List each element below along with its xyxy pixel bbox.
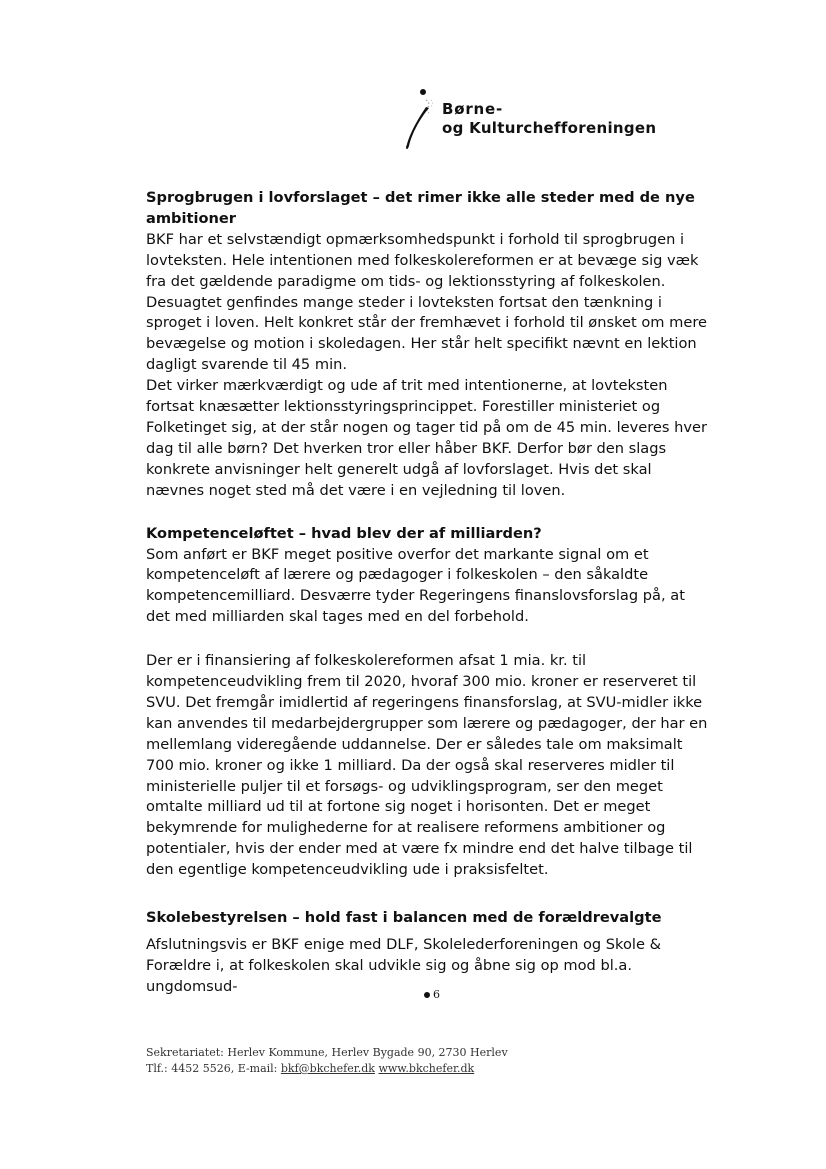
footer-phone: Tlf.: 4452 5526, E-mail: xyxy=(146,1062,281,1075)
logo-mark-icon xyxy=(398,86,438,158)
email-link[interactable]: bkf@bkchefer.dk xyxy=(280,1062,375,1075)
logo-text xyxy=(442,100,656,138)
footer-contact xyxy=(146,1061,508,1077)
bullet-icon xyxy=(424,992,430,998)
section-heading-competence: Kompetenceløftet – hvad blev der af milliarden? xyxy=(146,524,542,542)
website-link[interactable]: www.bkchefer.dk xyxy=(378,1062,475,1075)
section-heading-language: Sprogbrugen i lovforslaget – det rimer ikke alle steder med de nye ambitioner xyxy=(146,189,695,227)
paragraph: Afslutningsvis er BKF enige med DLF, Skolelederforeningen og Skole & Forældre i, at folkeskolen skal udvikle sig og åbne sig op mod bl.a. ungdomsud- xyxy=(146,936,661,995)
organization-logo xyxy=(398,86,658,158)
document-body xyxy=(146,188,712,998)
paragraph: Der er i finansiering af folkeskolereformen afsat 1 mia. kr. til kompetenceudvikling frem til 2020, hvoraf 300 mio. kroner er reserveret til SVU. Det fremgår imidlertid af regeringens finansforslag, at SVU-midler ikke kan anvendes til medarbejdergrupper som lærere og pædagoger, der har en mellemlang videregående uddannelse. Der er således tale om maksimalt 700 mio. kroner og ikke 1 milliard. Da der også skal reserveres midler til ministerielle puljer til et forsøgs- og udviklingsprogram, ser den meget omtalte milliard ud til at fortone sig noget i horisonten. Det er meget bekymrende for mulighederne for at realisere reformens ambitioner og potentialer, hvis der ender med at være fx mindre end det halve tilbage til den egentlige kompetenceudvikling ude i praksisfeltet. xyxy=(146,652,708,879)
paragraph: BKF har et selvstændigt opmærksomhedspunkt i forhold til sprogbrugen i lovteksten. Hele intentionen med folkeskolereformen er at bevæge sig væk fra det gældende paradigme om tids- og lektionsstyring af folkeskolen. Desuagtet genfindes mange steder i lovteksten fortsat den tænkning i sproget i loven. Helt konkret står der fremhævet i forhold til ønsket om mere bevægelse og motion i skoledagen. Her står helt specifikt nævnt en lektion dagligt svarende til 45 min. xyxy=(146,230,707,374)
footer xyxy=(146,1045,508,1077)
footer-address: Sekretariatet: Herlev Kommune, Herlev Bygade 90, 2730 Herlev xyxy=(146,1046,508,1059)
page-number xyxy=(424,988,440,1001)
section-heading-school-board: Skolebestyrelsen – hold fast i balancen med de forældrevalgte xyxy=(146,909,662,927)
page-number-value: 6 xyxy=(433,988,440,1001)
logo-line-1: Børne- xyxy=(442,100,504,118)
paragraph: Det virker mærkværdigt og ude af trit med intentionerne, at lovteksten fortsat knæsætter lektionsstyringsprincippet. Forestiller ministeriet og Folketinget sig, at der står nogen og tager tid på om de 45 min. leveres hver dag til alle børn? Det hverken tror eller håber BKF. Derfor bør den slags konkrete anvisninger helt generelt udgå af lovforslaget. Hvis det skal nævnes noget sted må det være i en vejledning til loven. xyxy=(146,377,707,499)
paragraph: Som anført er BKF meget positive overfor det markante signal om et kompetenceløft af lærere og pædagoger i folkeskolen – den såkaldte kompetencemilliard. Desværre tyder Regeringens finanslovsforslag på, at det med milliarden skal tages med en del forbehold. xyxy=(146,545,685,626)
logo-line-2: og Kulturchefforeningen xyxy=(442,119,657,137)
